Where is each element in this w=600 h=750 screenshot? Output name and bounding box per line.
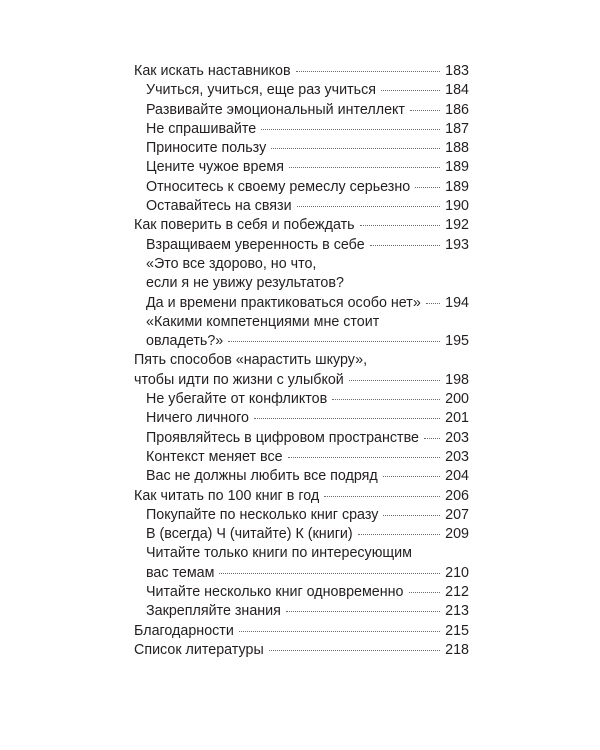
dot-leader [426, 303, 440, 304]
toc-page-number: 204 [445, 468, 469, 485]
toc-page-number: 190 [445, 198, 469, 215]
toc-entry-title: Вас не должны любить все подряд [146, 468, 378, 485]
table-of-contents [134, 62, 469, 660]
toc-section-entry [134, 178, 469, 197]
toc-page-number: 213 [445, 603, 469, 620]
toc-page-number: 189 [445, 159, 469, 176]
toc-section-entry [134, 332, 469, 351]
toc-page-number: 201 [445, 410, 469, 427]
toc-section-entry [134, 158, 469, 177]
dot-leader [410, 110, 440, 111]
toc-entry-title: Развивайте эмоциональный интеллект [146, 101, 405, 118]
dot-leader [358, 534, 440, 535]
toc-entry-title: Не спрашивайте [146, 120, 257, 137]
toc-section-entry [134, 236, 469, 255]
toc-page-number: 215 [445, 622, 469, 639]
toc-entry-title: В (всегда) Ч (читайте) К (книги) [146, 526, 353, 543]
toc-page-number: 195 [445, 333, 469, 350]
dot-leader [228, 341, 440, 342]
dot-leader [261, 129, 440, 130]
toc-page-number: 189 [445, 178, 469, 195]
dot-leader [286, 611, 440, 612]
toc-section-entry [134, 255, 469, 274]
toc-entry-title: Оставайтесь на связи [146, 198, 292, 215]
toc-chapter-entry [134, 351, 469, 370]
toc-entry-title: вас темам [146, 564, 215, 581]
toc-section-entry [134, 81, 469, 100]
toc-section-entry [134, 429, 469, 448]
dot-leader [297, 206, 441, 207]
toc-page-number: 203 [445, 448, 469, 465]
toc-page-number: 187 [445, 120, 469, 137]
dot-leader [349, 380, 440, 381]
toc-section-entry [134, 525, 469, 544]
toc-page-number: 209 [445, 526, 469, 543]
dot-leader [289, 167, 440, 168]
toc-section-entry [134, 602, 469, 621]
toc-page-number: 210 [445, 564, 469, 581]
toc-entry-title: чтобы идти по жизни с улыбкой [134, 371, 344, 388]
toc-entry-title: Закрепляйте знания [146, 603, 281, 620]
dot-leader [381, 90, 440, 91]
toc-section-entry [134, 564, 469, 583]
toc-page-number: 203 [445, 429, 469, 446]
toc-entry-title: Цените чужое время [146, 159, 284, 176]
dot-leader [269, 650, 440, 651]
toc-entry-title: Проявляйтесь в цифровом пространстве [146, 429, 419, 446]
toc-chapter-entry [134, 62, 469, 81]
toc-entry-title: Читайте только книги по интересующим [146, 545, 413, 562]
toc-section-entry [134, 294, 469, 313]
dot-leader [239, 631, 440, 632]
toc-page-number: 200 [445, 391, 469, 408]
toc-entry-title: Ничего личного [146, 410, 250, 427]
toc-section-entry [134, 274, 469, 293]
toc-entry-title: «Это все здорово, но что, [146, 255, 317, 272]
toc-page-number: 186 [445, 101, 469, 118]
toc-chapter-entry [134, 622, 469, 641]
toc-entry-title: овладеть?» [146, 333, 224, 350]
toc-section-entry [134, 544, 469, 563]
toc-entry-title: Покупайте по несколько книг сразу [146, 506, 379, 523]
dot-leader [424, 438, 440, 439]
dot-leader [360, 225, 441, 226]
toc-page-number: 194 [445, 294, 469, 311]
toc-entry-title: Контекст меняет все [146, 448, 283, 465]
toc-entry-title: Читайте несколько книг одновременно [146, 584, 404, 601]
toc-entry-title: если я не увижу результатов? [146, 275, 344, 292]
dot-leader [288, 457, 441, 458]
toc-page-number: 192 [445, 217, 469, 234]
toc-section-entry [134, 467, 469, 486]
dot-leader [271, 148, 440, 149]
dot-leader [409, 592, 441, 593]
dot-leader [296, 71, 441, 72]
toc-entry-title: «Какими компетенциями мне стоит [146, 313, 380, 330]
toc-page-number: 218 [445, 641, 469, 658]
toc-chapter-entry [134, 371, 469, 390]
dot-leader [383, 476, 440, 477]
toc-entry-title: Благодарности [134, 622, 234, 639]
toc-page-number: 183 [445, 63, 469, 79]
toc-entry-title: Пять способов «нарастить шкуру», [134, 352, 368, 369]
toc-section-entry [134, 120, 469, 139]
toc-entry-title: Список литературы [134, 641, 264, 658]
toc-entry-title: Как читать по 100 книг в год [134, 487, 320, 504]
toc-entry-title: Учиться, учиться, еще раз учиться [146, 82, 376, 99]
dot-leader [219, 573, 440, 574]
dot-leader [415, 187, 440, 188]
toc-page-number: 212 [445, 584, 469, 601]
toc-section-entry [134, 506, 469, 525]
toc-entry-title: Как искать наставников [134, 63, 291, 79]
toc-section-entry [134, 390, 469, 409]
toc-page-number: 193 [445, 236, 469, 253]
toc-entry-title: Не убегайте от конфликтов [146, 391, 328, 408]
toc-section-entry [134, 313, 469, 332]
dot-leader [324, 496, 440, 497]
toc-page-number: 188 [445, 140, 469, 157]
toc-page-number: 198 [445, 371, 469, 388]
toc-entry-title: Да и времени практиковаться особо нет» [146, 294, 421, 311]
dot-leader [383, 515, 440, 516]
toc-entry-title: Относитесь к своему ремеслу серьезно [146, 178, 411, 195]
toc-section-entry [134, 409, 469, 428]
toc-page-number: 206 [445, 487, 469, 504]
toc-entry-title: Приносите пользу [146, 140, 267, 157]
toc-chapter-entry [134, 216, 469, 235]
toc-chapter-entry [134, 487, 469, 506]
toc-entry-title: Взращиваем уверенность в себе [146, 236, 365, 253]
toc-section-entry [134, 583, 469, 602]
toc-page-number: 184 [445, 82, 469, 99]
toc-section-entry [134, 101, 469, 120]
toc-entry-title: Как поверить в себя и побеждать [134, 217, 355, 234]
dot-leader [370, 245, 440, 246]
dot-leader [332, 399, 440, 400]
dot-leader [254, 418, 440, 419]
toc-section-entry [134, 448, 469, 467]
toc-page-number: 207 [445, 506, 469, 523]
toc-section-entry [134, 197, 469, 216]
toc-section-entry [134, 139, 469, 158]
toc-chapter-entry [134, 641, 469, 660]
